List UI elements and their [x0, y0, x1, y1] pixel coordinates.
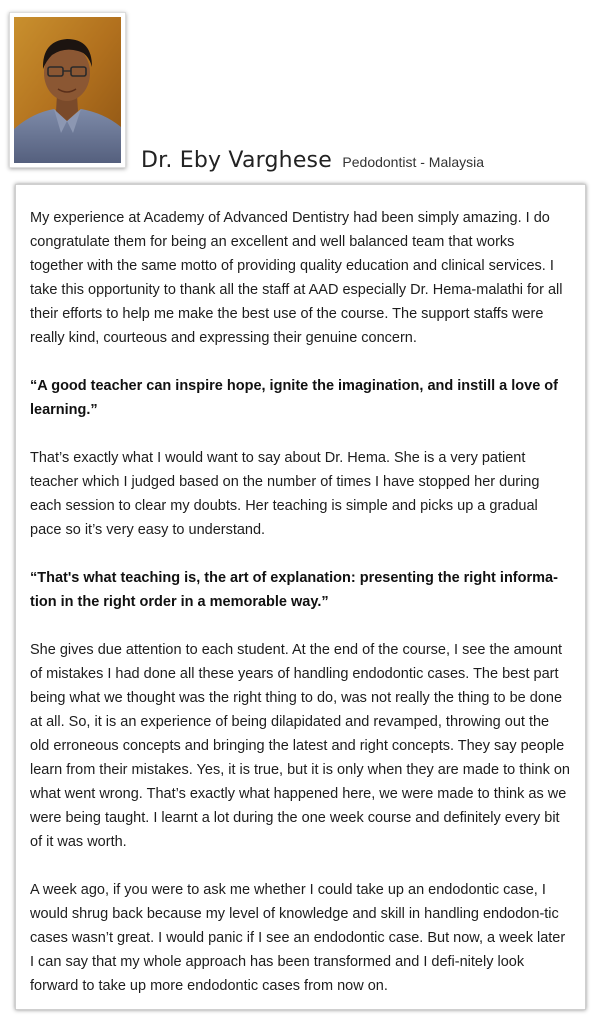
testimonial-paragraph: A week ago, if you were to ask me whether I could take up an endodontic case, I would shrug back because my level of knowledge and skill in handling endodon-tic cases wasn’t great. I would panic if I see an endodontic case. But now, a week later I can say that my whole approach has been transformed and I defi-nitely look forward to take up more endodontic cases from now on.	[30, 882, 566, 994]
testimonial-quote: “That's what teaching is, the art of explanation: presenting the right informa-tion in the right order in a memorable way.”	[30, 570, 558, 610]
profile-header	[141, 148, 484, 173]
testimonial-paragraph: That’s exactly what I would want to say about Dr. Hema. She is a very patient teacher which I judged based on the number of times I have stopped her during each session to clear my doubts. Her teaching is simple and picks up a gradual pace so it’s very easy to understand.	[30, 450, 540, 538]
profile-photo-image	[14, 17, 121, 163]
testimonial-paragraph: My experience at Academy of Advanced Dentistry had been simply amazing. I do congratulate them for being an excellent and well balanced team that works together with the same motto of providing quality education and clinical services. I take this opportunity to thank all the staff at AAD especially Dr. Hema-malathi for all their efforts to help me make the best use of the course. The support staffs were really kind, courteous and expressing their genuine concern.	[30, 210, 563, 346]
testimonial-card	[15, 184, 586, 1010]
profile-name: Dr. Eby Varghese	[141, 148, 332, 173]
profile-role: Pedodontist - Malaysia	[342, 154, 485, 170]
testimonial-paragraph: She gives due attention to each student. At the end of the course, I see the amount of mistakes I had done all these years of handling endodontic cases. The best part being what we thought was the right thing to do, was not really the thing to be done at all. So, it is an experience of being dilapidated and revamped, throwing out the old erroneous concepts and bringing the latest and right concepts. They say people learn from their mistakes. Yes, it is true, but it is only when they are made to think on what went wrong. That’s exactly what happened here, we were made to think as we were being taught. I learnt a lot during the one week course and definitely every bit of it was worth.	[30, 642, 570, 850]
testimonial-quote: “A good teacher can inspire hope, ignite the imagination, and instill a love of learning.”	[30, 378, 558, 418]
profile-photo	[9, 12, 126, 168]
